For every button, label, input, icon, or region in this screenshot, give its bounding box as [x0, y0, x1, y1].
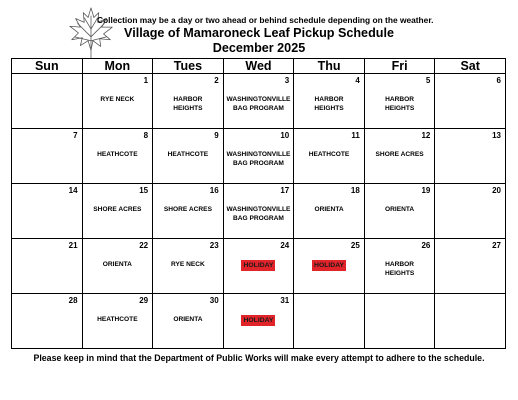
day-number: 11 — [351, 131, 360, 140]
day-number: 13 — [492, 131, 501, 140]
day-cell — [153, 129, 224, 184]
area-label: HARBOR HEIGHTS — [173, 96, 203, 112]
weekday-header-row — [12, 59, 506, 74]
area-label: ORIENTA — [314, 206, 344, 213]
weather-note: Collection may be a day or two ahead or behind schedule depending on the weather. — [97, 15, 434, 25]
area-label: SHORE ACRES — [163, 206, 212, 213]
week-row — [12, 239, 506, 294]
day-number: 6 — [496, 76, 501, 85]
area-label: SHORE ACRES — [375, 151, 424, 158]
day-cell — [364, 184, 435, 239]
area-label: ORIENTA — [102, 261, 132, 268]
area-label: HEATHCOTE — [167, 151, 209, 158]
area-label: RYE NECK — [100, 96, 135, 103]
day-cell — [364, 129, 435, 184]
day-cell — [153, 294, 224, 349]
area-label: WASHINGTONVILLE BAG PROGRAM — [226, 151, 291, 167]
day-cell — [12, 294, 83, 349]
day-number: 30 — [209, 296, 219, 305]
day-cell — [364, 239, 435, 294]
day-cell — [153, 74, 224, 129]
day-number: 10 — [280, 131, 290, 140]
month-title: December 2025 — [212, 41, 306, 55]
calendar-grid — [11, 58, 506, 349]
area-label: ORIENTA — [385, 206, 415, 213]
day-number: 5 — [425, 76, 431, 85]
day-cell — [223, 294, 294, 349]
day-cell — [364, 294, 435, 349]
day-cell — [435, 239, 506, 294]
weekday-header: Mon — [82, 59, 153, 74]
day-number: 16 — [209, 186, 219, 195]
day-cell — [82, 74, 153, 129]
day-number: 21 — [68, 241, 78, 250]
day-cell — [294, 184, 365, 239]
area-label: HEATHCOTE — [97, 151, 138, 158]
day-number: 14 — [68, 186, 78, 195]
day-cell — [435, 129, 506, 184]
day-number: 4 — [355, 76, 360, 85]
day-number: 22 — [139, 241, 149, 250]
area-label: HARBOR HEIGHTS — [384, 261, 415, 277]
day-cell — [435, 294, 506, 349]
day-cell — [12, 239, 83, 294]
day-number: 31 — [280, 296, 290, 305]
day-cell — [82, 184, 153, 239]
weekday-header: Fri — [364, 59, 435, 74]
area-label: ORIENTA — [173, 316, 203, 323]
holiday-label — [224, 260, 294, 271]
area-label: WASHINGTONVILLE BAG PROGRAM — [226, 96, 291, 112]
day-cell — [223, 129, 294, 184]
day-cell — [82, 294, 153, 349]
day-cell — [12, 184, 83, 239]
day-cell — [294, 74, 365, 129]
holiday-badge: HOLIDAY — [243, 262, 274, 269]
day-number: 23 — [209, 241, 219, 250]
day-cell — [364, 74, 435, 129]
day-cell — [435, 184, 506, 239]
week-row — [12, 129, 506, 184]
area-label: SHORE ACRES — [93, 206, 142, 213]
day-cell — [294, 129, 365, 184]
day-number: 18 — [350, 186, 360, 195]
day-cell — [435, 74, 506, 129]
day-cell — [223, 239, 294, 294]
weekday-header: Sat — [435, 59, 506, 74]
day-number: 3 — [284, 76, 290, 85]
day-number: 9 — [214, 131, 219, 140]
area-label: RYE NECK — [170, 261, 205, 268]
holiday-label — [224, 315, 294, 326]
day-number: 20 — [492, 186, 501, 195]
day-cell — [153, 239, 224, 294]
weekday-header: Sun — [12, 59, 83, 74]
day-cell — [82, 239, 153, 294]
area-label: HEATHCOTE — [97, 316, 138, 323]
holiday-badge: HOLIDAY — [314, 262, 345, 269]
day-cell — [223, 184, 294, 239]
weekday-header: Wed — [223, 59, 294, 74]
area-label: WASHINGTONVILLE BAG PROGRAM — [226, 206, 291, 222]
day-number: 2 — [214, 76, 219, 85]
weekday-header: Thu — [294, 59, 365, 74]
day-number: 26 — [421, 241, 431, 250]
area-label: HARBOR HEIGHTS — [314, 96, 344, 112]
day-number: 7 — [73, 131, 78, 140]
day-number: 27 — [492, 241, 501, 250]
day-number: 8 — [143, 131, 149, 140]
day-number: 17 — [280, 186, 290, 195]
area-label: HARBOR HEIGHTS — [384, 96, 415, 112]
day-cell — [294, 239, 365, 294]
day-number: 24 — [280, 241, 290, 250]
day-number: 19 — [421, 186, 431, 195]
holiday-badge: HOLIDAY — [243, 317, 274, 324]
day-number: 29 — [139, 296, 149, 305]
day-cell — [12, 74, 83, 129]
day-cell — [12, 129, 83, 184]
page-title: Village of Mamaroneck Leaf Pickup Schedule — [124, 26, 394, 40]
weekday-header: Tues — [153, 59, 224, 74]
week-row — [12, 294, 506, 349]
week-row — [12, 74, 506, 129]
day-cell — [82, 129, 153, 184]
day-number: 25 — [350, 241, 360, 250]
day-number: 1 — [143, 76, 149, 85]
week-row — [12, 184, 506, 239]
day-cell — [223, 74, 294, 129]
day-number: 15 — [139, 186, 149, 195]
area-label: HEATHCOTE — [308, 151, 350, 158]
day-cell — [153, 184, 224, 239]
day-number: 28 — [68, 296, 78, 305]
holiday-label — [294, 260, 364, 271]
day-number: 12 — [421, 131, 431, 140]
day-cell — [294, 294, 365, 349]
footer-note: Please keep in mind that the Department of Public Works will make every attempt to adhere to the schedule. — [33, 353, 485, 363]
